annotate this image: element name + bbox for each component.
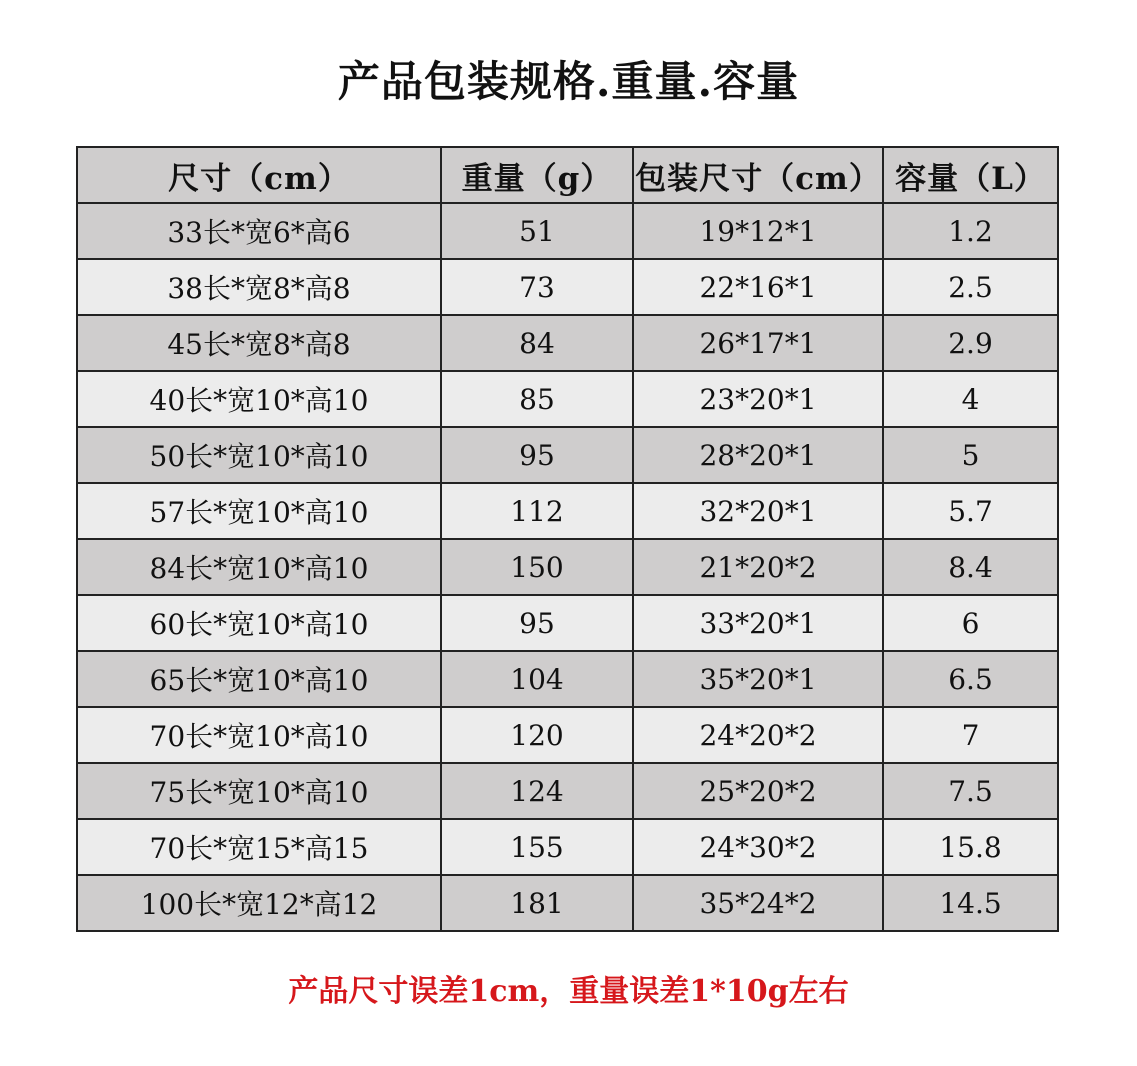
cell-size: 100长*宽12*高12 [77,875,441,931]
cell-capacity: 5 [883,427,1058,483]
cell-capacity: 1.2 [883,203,1058,259]
cell-package-size: 32*20*1 [633,483,883,539]
cell-weight: 95 [441,595,633,651]
table-row [77,483,1058,539]
page-title: 产品包装规格.重量.容量 [337,57,800,106]
table-row [77,595,1058,651]
cell-capacity: 6.5 [883,651,1058,707]
cell-package-size: 19*12*1 [633,203,883,259]
cell-size: 70长*宽15*高15 [77,819,441,875]
cell-size: 84长*宽10*高10 [77,539,441,595]
cell-weight: 150 [441,539,633,595]
header-row [77,147,1058,203]
tolerance-note: 产品尺寸误差1cm，重量误差1*10g左右 [288,974,849,1009]
cell-package-size: 35*20*1 [633,651,883,707]
cell-capacity: 2.9 [883,315,1058,371]
cell-weight: 85 [441,371,633,427]
cell-capacity: 15.8 [883,819,1058,875]
cell-package-size: 21*20*2 [633,539,883,595]
cell-size: 33长*宽6*高6 [77,203,441,259]
cell-weight: 124 [441,763,633,819]
header-size: 尺寸（cm） [77,147,441,203]
cell-size: 70长*宽10*高10 [77,707,441,763]
header-weight: 重量（g） [441,147,633,203]
cell-weight: 84 [441,315,633,371]
cell-capacity: 8.4 [883,539,1058,595]
cell-weight: 181 [441,875,633,931]
spec-table [76,146,1059,932]
cell-weight: 95 [441,427,633,483]
cell-package-size: 24*20*2 [633,707,883,763]
cell-weight: 73 [441,259,633,315]
header-package-size: 包装尺寸（cm） [633,147,883,203]
table-header [77,147,1058,203]
cell-weight: 120 [441,707,633,763]
cell-weight: 51 [441,203,633,259]
table-row [77,203,1058,259]
cell-package-size: 33*20*1 [633,595,883,651]
cell-size: 60长*宽10*高10 [77,595,441,651]
cell-package-size: 35*24*2 [633,875,883,931]
cell-size: 38长*宽8*高8 [77,259,441,315]
cell-weight: 104 [441,651,633,707]
cell-package-size: 25*20*2 [633,763,883,819]
cell-size: 57长*宽10*高10 [77,483,441,539]
table-row [77,315,1058,371]
cell-package-size: 24*30*2 [633,819,883,875]
cell-size: 65长*宽10*高10 [77,651,441,707]
cell-capacity: 7 [883,707,1058,763]
cell-weight: 112 [441,483,633,539]
table-row [77,819,1058,875]
cell-weight: 155 [441,819,633,875]
cell-size: 50长*宽10*高10 [77,427,441,483]
cell-capacity: 14.5 [883,875,1058,931]
table-body [77,203,1058,931]
cell-capacity: 5.7 [883,483,1058,539]
table-row [77,763,1058,819]
cell-capacity: 4 [883,371,1058,427]
table-row [77,707,1058,763]
cell-capacity: 7.5 [883,763,1058,819]
cell-package-size: 28*20*1 [633,427,883,483]
table-row [77,371,1058,427]
cell-package-size: 22*16*1 [633,259,883,315]
cell-size: 45长*宽8*高8 [77,315,441,371]
cell-package-size: 23*20*1 [633,371,883,427]
cell-size: 40长*宽10*高10 [77,371,441,427]
header-capacity: 容量（L） [883,147,1058,203]
cell-package-size: 26*17*1 [633,315,883,371]
cell-capacity: 6 [883,595,1058,651]
cell-size: 75长*宽10*高10 [77,763,441,819]
table-row [77,875,1058,931]
cell-capacity: 2.5 [883,259,1058,315]
table-row [77,259,1058,315]
table-row [77,427,1058,483]
table-row [77,539,1058,595]
table-row [77,651,1058,707]
